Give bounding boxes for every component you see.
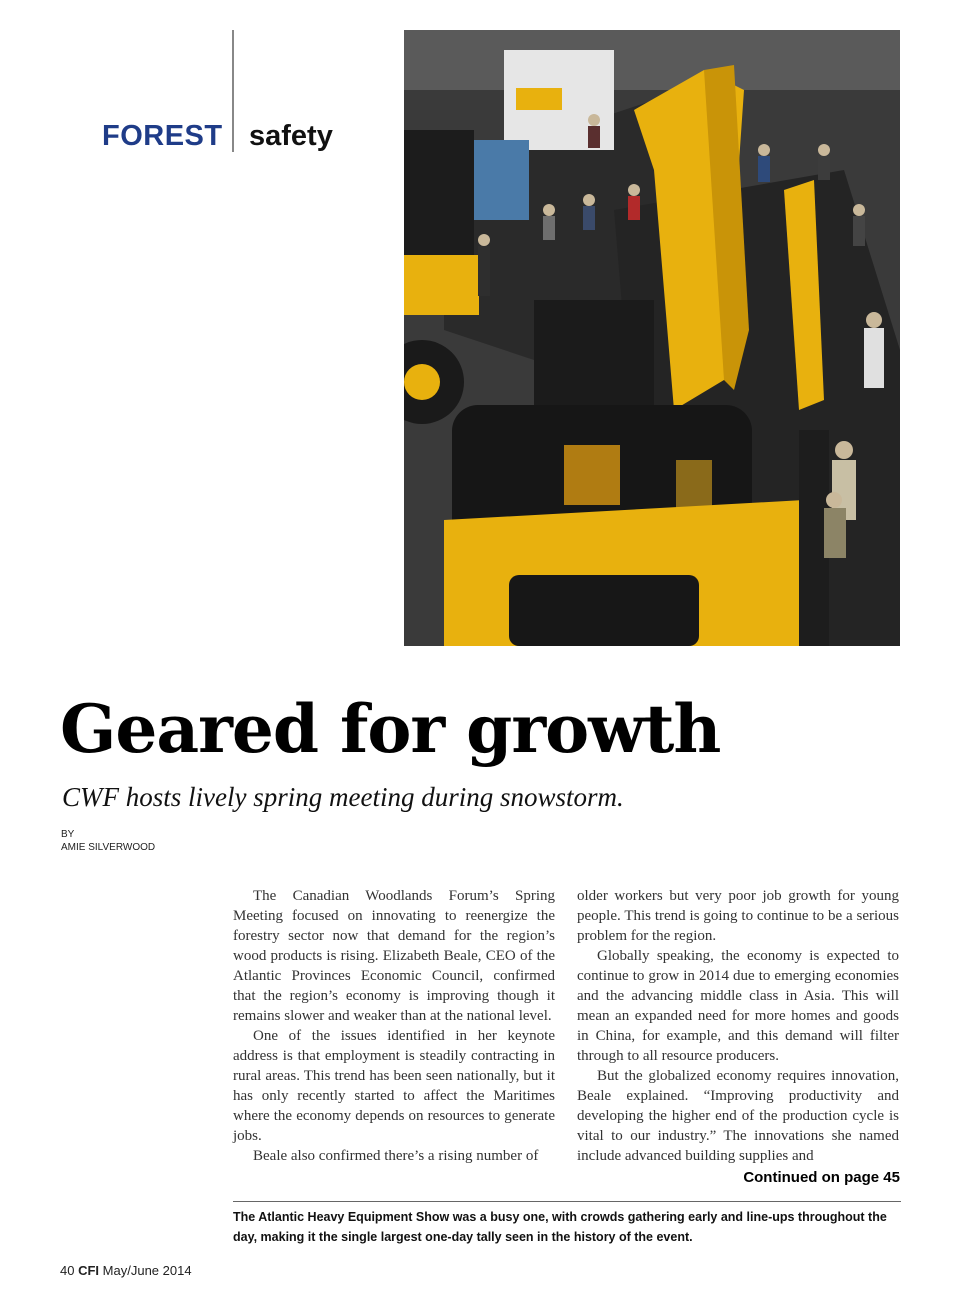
issue-date: May/June 2014: [102, 1263, 192, 1278]
caption-rule: [233, 1201, 901, 1202]
trade-show-illustration: [404, 30, 900, 646]
body-paragraph: But the globalized economy requires innovation, Beale explained. “Improving productivity and developing the higher end of the production cycle is vital to our industry.” The innovations she named include advanced building supplies and: [577, 1068, 899, 1164]
magazine-name: CFI: [78, 1263, 100, 1278]
article-deck: CWF hosts lively spring meeting during snowstorm.: [62, 782, 624, 812]
body-paragraph: The Canadian Woodlands Forum’s Spring Meeting focused on innovating to reenergize the forestry sector now that demand for the region’s wood products is rising. Elizabeth Beale, CEO of the Atlantic Provinces Economic Council, confirmed that the region’s economy is improving though it remains slower and weaker than at the national level.: [233, 888, 555, 1024]
body-paragraph: older workers but very poor job growth for young people. This trend is going to continue to be a serious problem for the region.: [577, 888, 899, 944]
article-headline: Geared for growth: [60, 690, 721, 768]
section-label-forest: FOREST: [102, 120, 223, 152]
section-label-safety: safety: [249, 120, 333, 152]
continued-on-link: Continued on page 45: [743, 1169, 900, 1186]
body-column-2: [577, 886, 899, 1166]
body-column-1: [233, 886, 555, 1166]
body-paragraph: Globally speaking, the economy is expected to continue to grow in 2014 due to emerging economies and the advancing middle class in Asia. This will mean an expanded need for more homes and goods in China, for example, and this demand will filter through to all resource producers.: [577, 948, 899, 1064]
byline: [61, 828, 155, 854]
byline-author: AMIE SILVERWOOD: [61, 842, 156, 853]
body-paragraph: One of the issues identified in her keynote address is that employment is steadily contracting in rural areas. This trend has been seen nationally, but it has only recently started to affect the Maritimes where the economy depends on resources to generate jobs.: [233, 1028, 555, 1144]
section-divider: [232, 30, 234, 152]
page-number: 40: [60, 1263, 75, 1278]
page-folio: [60, 1263, 192, 1278]
byline-by: BY: [61, 829, 75, 840]
body-paragraph: Beale also confirmed there’s a rising number of: [253, 1148, 539, 1164]
photo-caption: The Atlantic Heavy Equipment Show was a busy one, with crowds gathering early and line-ups throughout the day, making it the single largest one-day tally seen in the history of the event.: [233, 1210, 887, 1244]
trade-show-photo: [404, 30, 900, 646]
